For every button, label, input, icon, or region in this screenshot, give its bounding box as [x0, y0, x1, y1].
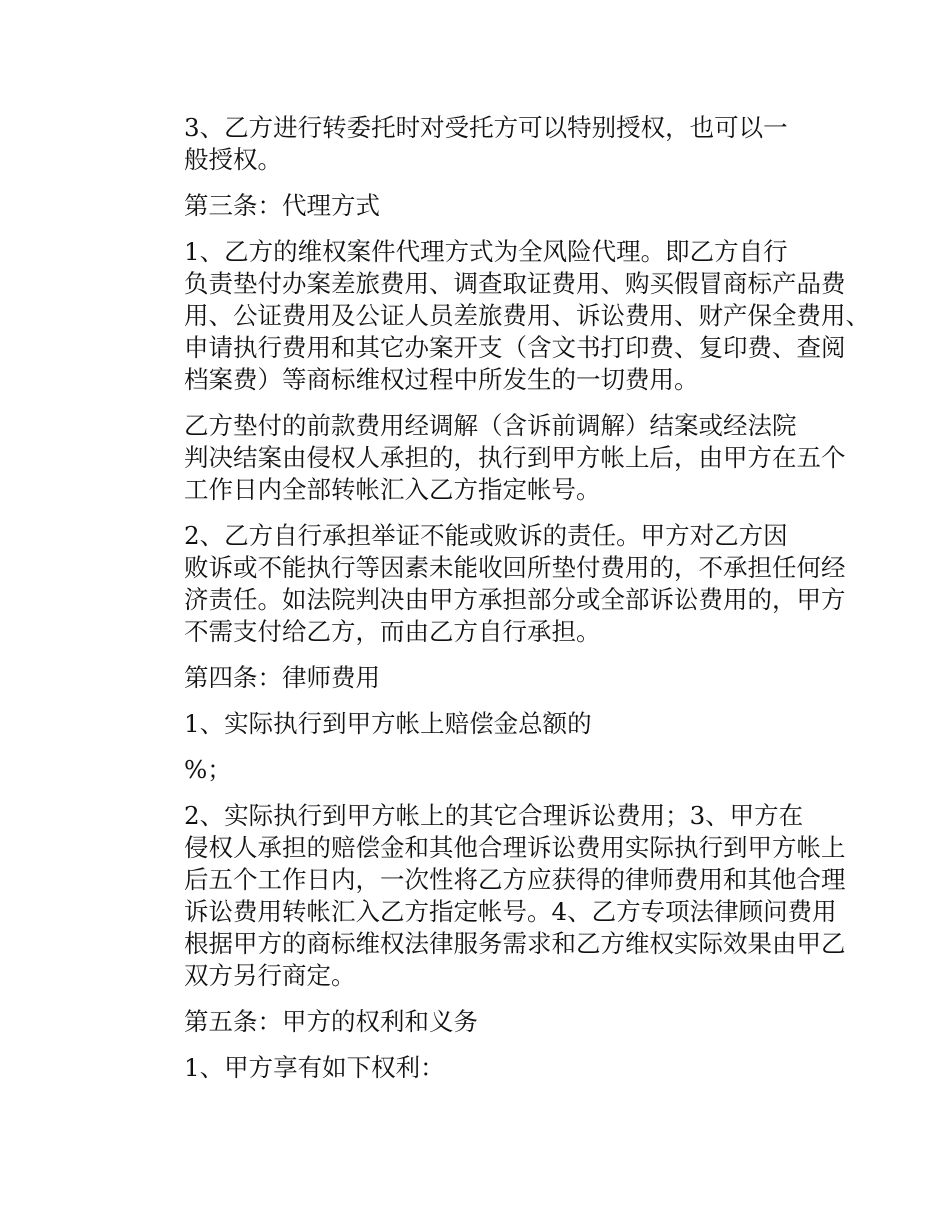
paragraph-party-a-rights [142, 1052, 822, 1084]
text-line: 乙方垫付的前款费用经调解（含诉前调解）结案或经法院 [184, 411, 797, 440]
text-line: 败诉或不能执行等因素未能收回所垫付费用的，不承担任何经 [184, 553, 846, 582]
text-line: 后五个工作日内，一次性将乙方应获得的律师费用和其他合理 [184, 865, 846, 894]
section-heading-article-5 [142, 1006, 822, 1038]
text-line: 申请执行费用和其它办案开支（含文书打印费、复印费、查阅 [184, 333, 846, 362]
text-line: 诉讼费用转帐汇入乙方指定帐号。4、乙方专项法律顾问费用 [184, 897, 837, 926]
text-line: 双方另行商定。 [184, 961, 356, 990]
paragraph-percent-sign [142, 754, 822, 786]
paragraph-subcontract-authorization [142, 112, 822, 176]
text-line: 判决结案由侵权人承担的，执行到甲方帐上后，由甲方在五个 [184, 443, 846, 472]
text-line: 1、乙方的维权案件代理方式为全风险代理。即乙方自行 [184, 237, 788, 266]
heading-text: 第四条：律师费用 [184, 663, 380, 692]
paragraph-full-risk-agency [142, 236, 870, 396]
paragraph-fees-transfer [142, 800, 846, 992]
text-line: 3、乙方进行转委托时对受托方可以特别授权，也可以一 [184, 113, 788, 142]
text-line: 侵权人承担的赔偿金和其他合理诉讼费用实际执行到甲方帐上 [184, 833, 846, 862]
text-line: 2、乙方自行承担举证不能或败诉的责任。甲方对乙方因 [184, 521, 788, 550]
paragraph-advance-costs-settlement [142, 410, 846, 506]
text-line: 档案费）等商标维权过程中所发生的一切费用。 [184, 365, 699, 394]
document-body [142, 112, 870, 1098]
paragraph-compensation-percentage [142, 708, 822, 740]
paragraph-burden-of-proof [142, 520, 846, 648]
heading-text: 第三条：代理方式 [184, 191, 380, 220]
text-line: 根据甲方的商标维权法律服务需求和乙方维权实际效果由甲乙 [184, 929, 846, 958]
text-line: 不需支付给乙方，而由乙方自行承担。 [184, 617, 601, 646]
text-line: 工作日内全部转帐汇入乙方指定帐号。 [184, 475, 601, 504]
text-line: 1、实际执行到甲方帐上赔偿金总额的 [184, 709, 592, 738]
text-line: 2、实际执行到甲方帐上的其它合理诉讼费用；3、甲方在 [184, 801, 804, 830]
heading-text: 第五条：甲方的权利和义务 [184, 1007, 478, 1036]
section-heading-article-4 [142, 662, 822, 694]
section-heading-article-3 [142, 190, 822, 222]
text-line: 济责任。如法院判决由甲方承担部分或全部诉讼费用的，甲方 [184, 585, 846, 614]
text-line: 1、甲方享有如下权利： [184, 1053, 445, 1082]
text-line: 负责垫付办案差旅费用、调查取证费用、购买假冒商标产品费 [184, 269, 846, 298]
text-line: 用、公证费用及公证人员差旅费用、诉讼费用、财产保全费用、 [184, 301, 870, 330]
text-line: 般授权。 [184, 145, 282, 174]
text-line: %； [184, 755, 232, 784]
